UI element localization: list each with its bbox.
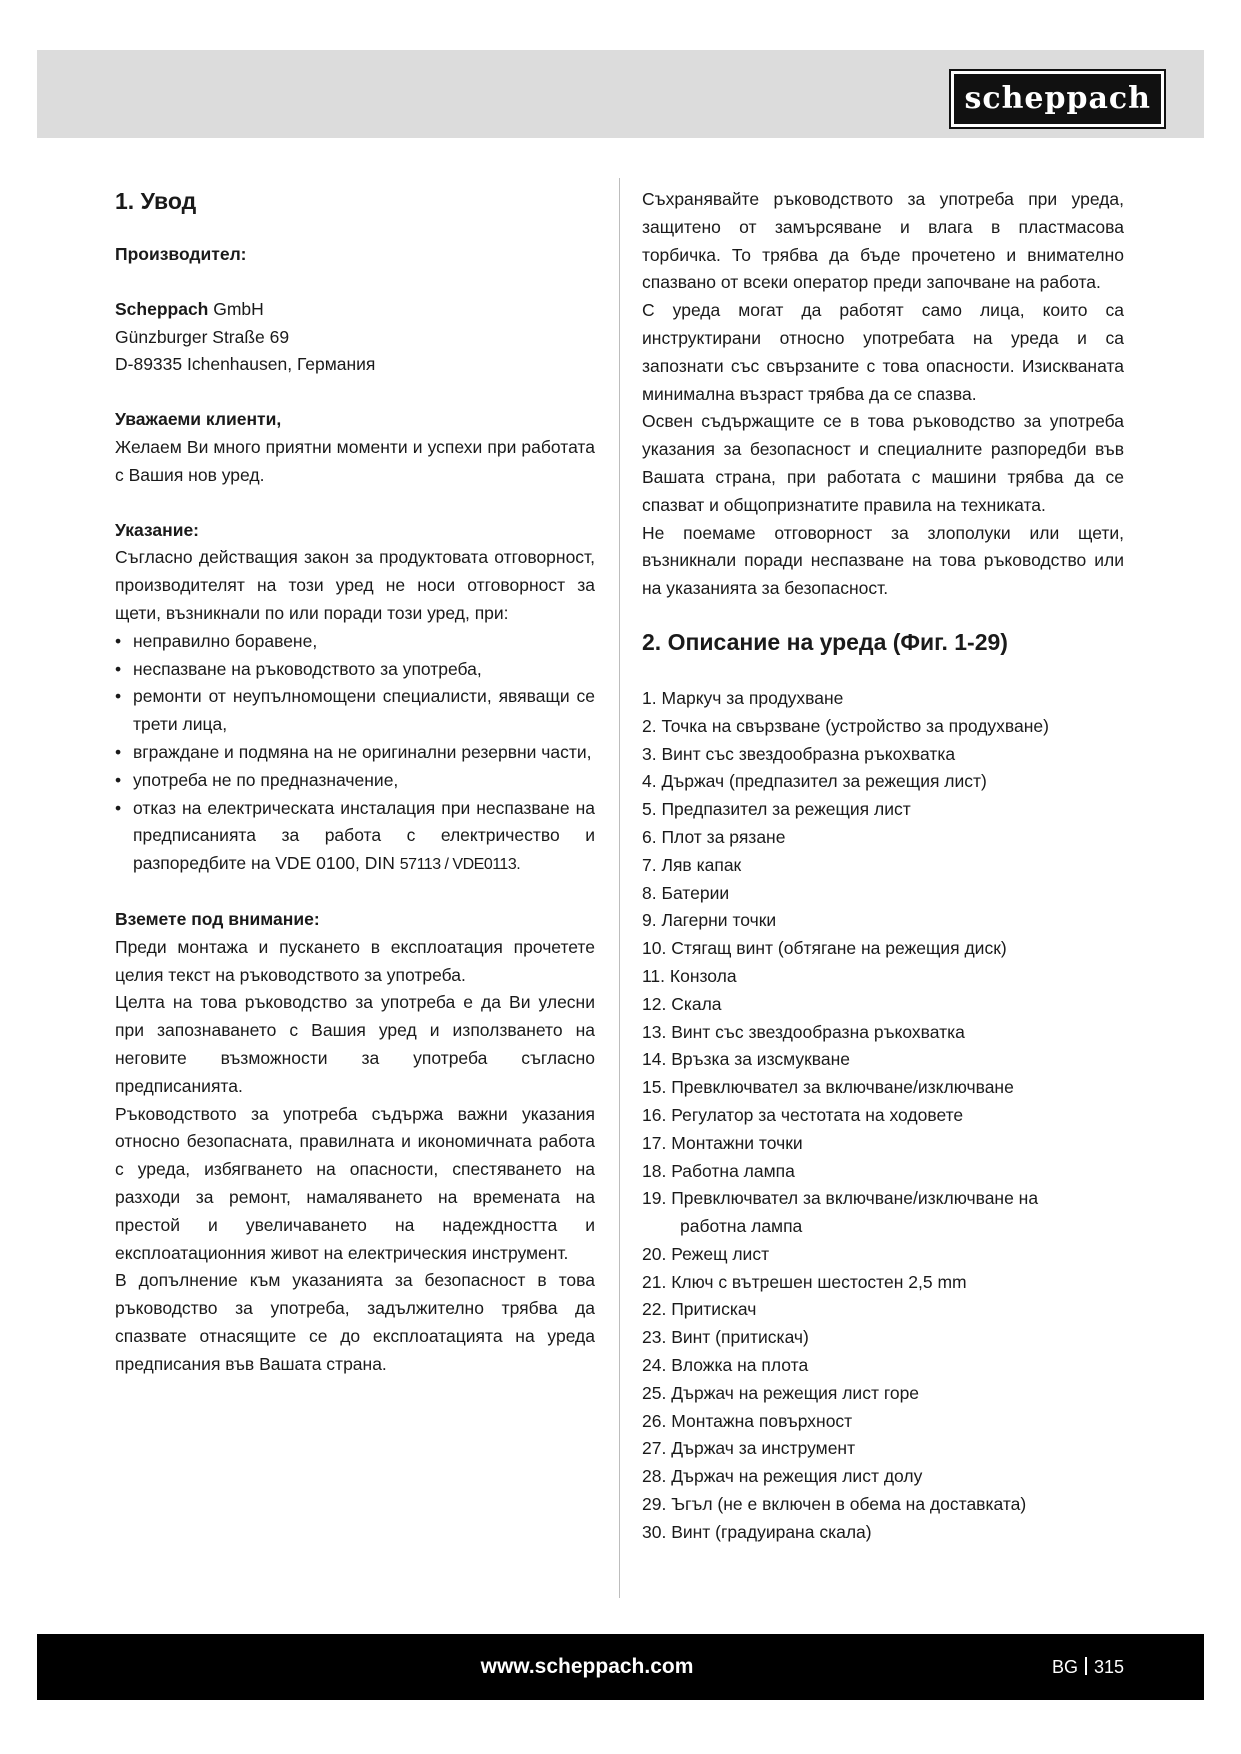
bullet-item: • употреба не по предназначение, xyxy=(115,767,595,795)
part-item: 3. Винт със звездообразна ръкохватка xyxy=(642,743,956,764)
part-item-text: 19. Превключвател за включване/изключване на xyxy=(642,1188,1039,1209)
part-item: 17. Монтажни точки xyxy=(642,1132,803,1153)
note-label: Указание: xyxy=(115,519,200,540)
attention-paragraph-4: В допълнение към указанията за безопасност в това ръководство за употреба, задължително трябва да спазвате отнасящите се до експлоатацията на уреда предписания във Вашата страна. xyxy=(115,1270,595,1374)
right-column xyxy=(642,186,1124,1547)
bullet-item: • ремонти от неупълномощени специалисти, явяващи се трети лица, xyxy=(115,683,595,739)
footer-website-link[interactable]: www.scheppach.com xyxy=(480,1655,694,1678)
part-item: 24. Вложка на плота xyxy=(642,1355,809,1376)
parts-list xyxy=(642,685,1124,1547)
company-name: Scheppach xyxy=(115,298,209,319)
attention-label: Вземете под внимание: xyxy=(115,908,320,929)
bullet-item-text: отказ на електрическата инсталация при неспазване на предписанията за работа с електричество и разпоредбите на VDE 0100, DIN xyxy=(133,797,595,874)
part-item: 2. Точка на свързване (устройство за продухване) xyxy=(642,715,1049,736)
separator xyxy=(1085,1657,1087,1675)
part-item: 8. Батерии xyxy=(642,882,730,903)
part-item: 12. Скала xyxy=(642,993,722,1014)
part-item: 10. Стягащ винт (обтягане на режещия диск) xyxy=(642,938,1007,959)
part-item: 26. Монтажна повърхност xyxy=(642,1410,853,1431)
bullet-item-electrical xyxy=(115,795,595,879)
regulations-paragraph: Освен съдържащите се в това ръководство за употреба указания за безопасност и специалните разпоредби във Вашата страна, при работата с машини трябва да се спазват и общопризнатите правила на техниката. xyxy=(642,411,1124,515)
part-item: 30. Винт (градуирана скала) xyxy=(642,1521,872,1542)
part-item: 1. Маркуч за продухване xyxy=(642,687,844,708)
company-suffix: GmbH xyxy=(208,298,264,319)
part-item: 11. Конзола xyxy=(642,965,737,986)
page-number: 315 xyxy=(1093,1657,1124,1677)
city-address: D-89335 Ichenhausen, Германия xyxy=(115,354,376,375)
bullet-item: • вграждане и подмяна на не оригинални резервни части, xyxy=(115,739,595,767)
footer-band xyxy=(37,1634,1204,1700)
manufacturer-label: Производител: xyxy=(115,244,247,264)
left-column xyxy=(115,186,595,1378)
language-code: BG xyxy=(1051,1657,1078,1677)
attention-paragraph-1: Преди монтажа и пускането в експлоатация прочетете целия текст на ръководството за употреба. xyxy=(115,936,595,985)
bullet-item-code: 57113 / VDE0113. xyxy=(399,856,521,874)
part-item: 5. Предпазител за режещия лист xyxy=(642,799,911,820)
part-item: 27. Държач за инструмент xyxy=(642,1438,856,1459)
part-item: 14. Връзка за изсмукване xyxy=(642,1049,851,1070)
part-item: 15. Превключвател за включване/изключване xyxy=(642,1077,1014,1098)
section-2-title: 2. Описание на уреда (Фиг. 1-29) xyxy=(642,628,1008,655)
bullet-item: • неспазване на ръководството за употреба, xyxy=(115,656,595,684)
part-item-continuation: работна лампа xyxy=(680,1216,803,1237)
part-item: 20. Режещ лист xyxy=(642,1243,770,1264)
storage-paragraph: Съхранявайте ръководството за употреба при уреда, защитено от замърсяване и влага в пластмасова торбичка. То трябва да бъде прочетено и внимателно спазвано от всеки оператор преди започване на работа. xyxy=(642,189,1124,293)
part-item: 18. Работна лампа xyxy=(642,1160,795,1181)
part-item: 9. Лагерни точки xyxy=(642,910,777,931)
note-text: Съгласно действащия закон за продуктовата отговорност, производителят на този уред не носи отговорност за щети, възникнали по или поради този уред, при: xyxy=(115,547,595,623)
part-item: 21. Ключ с вътрешен шестостен 2,5 mm xyxy=(642,1271,967,1292)
part-item: 23. Винт (притискач) xyxy=(642,1327,809,1348)
part-item: 16. Регулатор за честотата на ходовете xyxy=(642,1104,964,1125)
part-item-19 xyxy=(642,1185,1124,1241)
part-item: 4. Държач (предпазител за режещия лист) xyxy=(642,771,987,792)
part-item: 29. Ъгъл (не е включен в обема на доставката) xyxy=(642,1494,1027,1515)
operators-paragraph: С уреда могат да работят само лица, които са инструктирани относно употребата на уреда и са запознати със свързаните с това опасности. Изискваната минимална възраст трябва да се спазва. xyxy=(642,300,1124,404)
dear-customers-text: Желаем Ви много приятни моменти и успехи при работата с Вашия нов уред. xyxy=(115,436,595,485)
company-name-line xyxy=(115,296,595,324)
bullet-item: • неправилно боравене, xyxy=(115,628,595,656)
dear-customers-label: Уважаеми клиенти, xyxy=(115,409,282,430)
liability-paragraph: Не поемаме отговорност за злополуки или щети, възникнали поради неспазване на това ръководство или на указанията за безопасност. xyxy=(642,522,1124,599)
part-item: 22. Притискач xyxy=(642,1299,757,1320)
section-1-title: 1. Увод xyxy=(115,188,197,214)
part-item: 25. Държач на режещия лист горе xyxy=(642,1382,920,1403)
liability-bullet-list xyxy=(115,628,595,879)
scheppach-logo: scheppach xyxy=(951,71,1164,127)
part-item: 7. Ляв капак xyxy=(642,854,742,875)
street-address: Günzburger Straße 69 xyxy=(115,326,290,347)
column-divider xyxy=(619,178,620,1598)
footer-page-indicator xyxy=(1052,1634,1124,1700)
header-band xyxy=(37,50,1204,138)
attention-paragraph-3: Ръководството за употреба съдържа важни указания относно безопасната, правилната и икономичната работа с уреда, избягването на опасности, спестяването на разходи за ремонт, намаляването на времената на престой и увеличаването на надеждността и експлоатационния живот на електрическия инструмент. xyxy=(115,1103,595,1263)
part-item: 6. Плот за рязане xyxy=(642,826,786,847)
attention-paragraph-2: Целта на това ръководство за употреба е да Ви улесни при запознаването с Вашия уред и използването на неговите възможности за употреба съгласно предписанията. xyxy=(115,992,595,1096)
part-item: 28. Държач на режещия лист долу xyxy=(642,1466,923,1487)
part-item: 13. Винт със звездообразна ръкохватка xyxy=(642,1021,965,1042)
